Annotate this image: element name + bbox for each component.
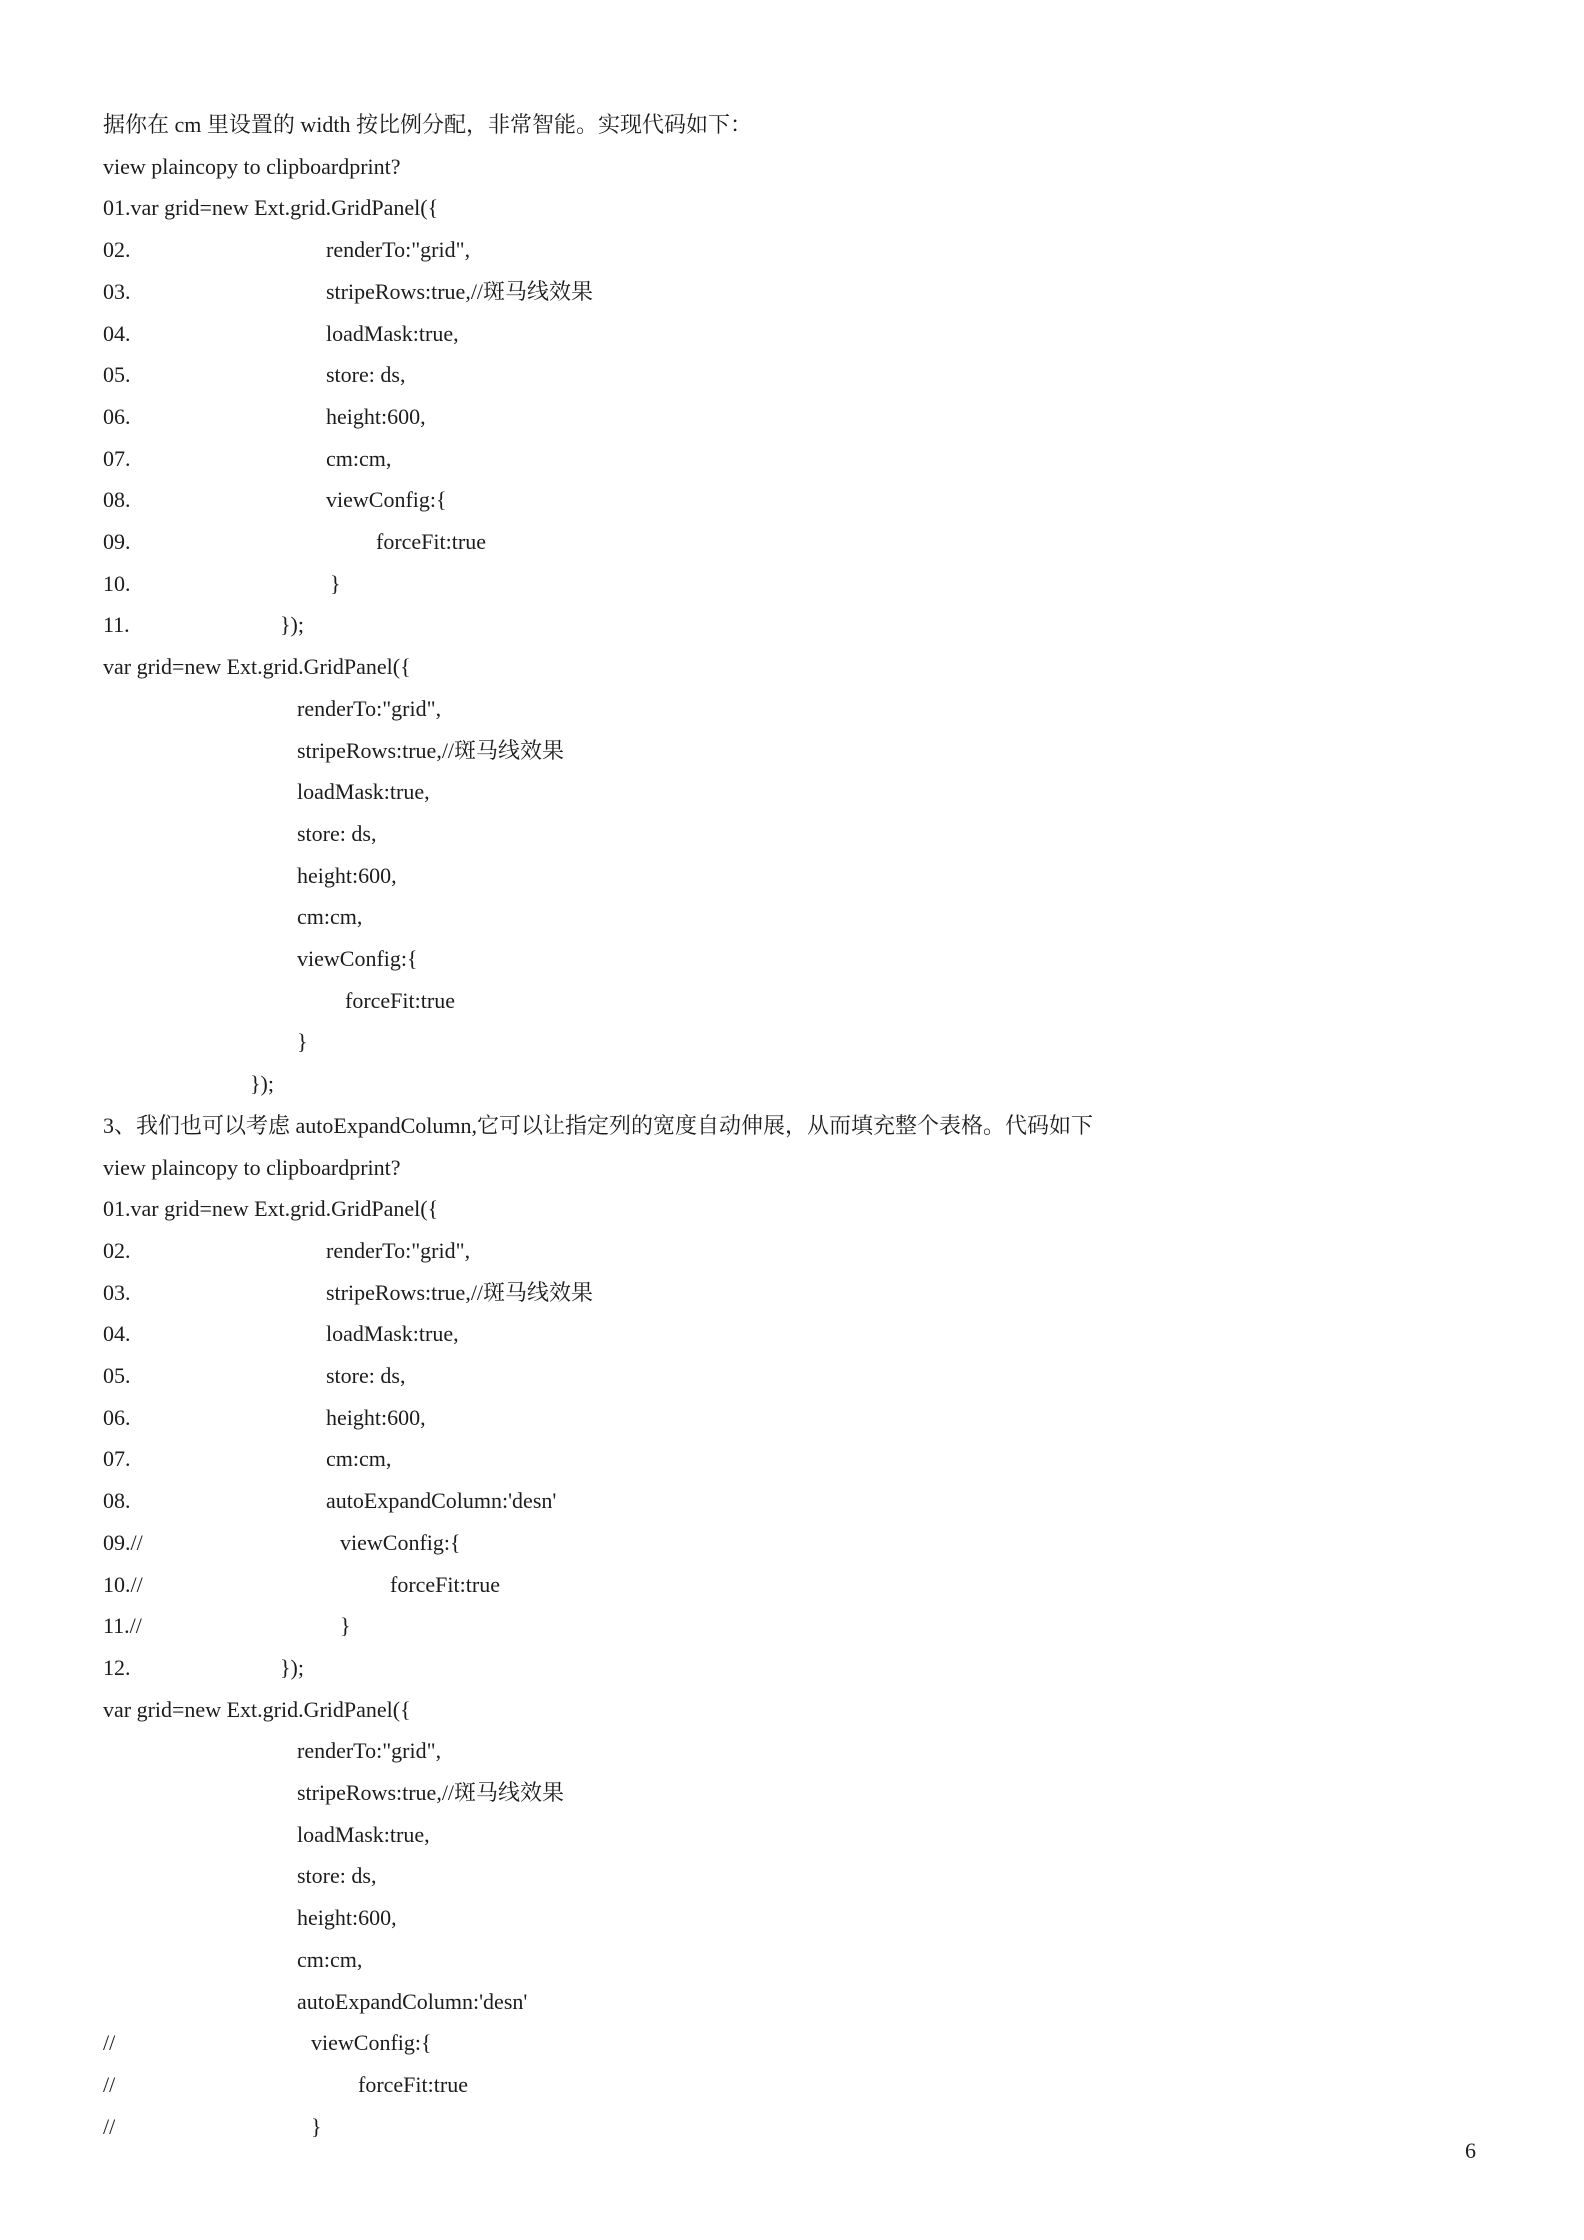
line-text: loadMask:true, (326, 1321, 459, 1347)
line-text: } (330, 570, 341, 596)
line-text: view plaincopy to clipboardprint? (103, 1154, 401, 1180)
line-text: loadMask:true, (297, 1821, 430, 1847)
page-number: 6 (1465, 2138, 1476, 2163)
line-text: stripeRows:true,//斑马线效果 (297, 1780, 565, 1805)
line-text: store: ds, (297, 820, 377, 846)
line-text: loadMask:true, (326, 320, 459, 346)
line-number: 11.// (103, 1613, 142, 1639)
line-number: // (103, 2071, 116, 2097)
line-text: height:600, (297, 862, 397, 888)
line-number: 10. (103, 570, 131, 596)
line-number: 09. (103, 529, 131, 554)
line-text: var grid=new Ext.grid.GridPanel({ (103, 654, 411, 680)
line-text: stripeRows:true,//斑马线效果 (326, 278, 594, 304)
line-number: // (103, 2113, 116, 2139)
line-text: viewConfig:{ (326, 487, 447, 513)
line-text: 3、我们也可以考虑 autoExpandColumn,它可以让指定列的宽度自动伸展，从而填充整个表格。代码如下 (103, 1112, 1093, 1138)
line-number: 03. (103, 1279, 131, 1305)
line-number: 10.// (103, 1571, 143, 1597)
line-text: height:600, (326, 403, 426, 429)
line-text: cm:cm, (297, 1946, 363, 1972)
line-text: store: ds, (297, 1863, 377, 1889)
line-text: 01.var grid=new Ext.grid.GridPanel({ (103, 1196, 439, 1222)
line-number: 08. (103, 1488, 131, 1514)
line-number: 08. (103, 487, 131, 513)
line-text: viewConfig:{ (297, 946, 418, 971)
line-text: stripeRows:true,//斑马线效果 (326, 1279, 594, 1305)
line-number: 02. (103, 1237, 131, 1263)
line-text: renderTo:"grid", (326, 1237, 471, 1263)
line-number: 02. (103, 237, 131, 263)
line-text: }); (280, 1654, 304, 1680)
line-text: forceFit:true (358, 2071, 468, 2097)
line-text: viewConfig:{ (340, 1529, 461, 1555)
line-text: } (297, 1029, 308, 1055)
line-number: 06. (103, 1404, 131, 1430)
line-text: height:600, (326, 1404, 426, 1430)
line-number: 12. (103, 1654, 131, 1680)
line-text: cm:cm, (297, 904, 363, 930)
line-number: 04. (103, 320, 131, 346)
line-text: renderTo:"grid", (297, 695, 442, 721)
line-text: forceFit:true (390, 1571, 500, 1597)
line-number: // (103, 2030, 116, 2056)
line-text: forceFit:true (345, 987, 455, 1013)
line-text: 01.var grid=new Ext.grid.GridPanel({ (103, 195, 439, 221)
line-text: autoExpandColumn:'desn' (297, 1988, 528, 2014)
line-text: view plaincopy to clipboardprint? (103, 153, 401, 179)
line-number: 03. (103, 278, 131, 304)
line-number: 09.// (103, 1529, 143, 1555)
line-text: }); (250, 1071, 274, 1097)
line-text: autoExpandColumn:'desn' (326, 1488, 557, 1514)
line-text: height:600, (297, 1905, 397, 1931)
line-text: loadMask:true, (297, 779, 430, 805)
line-text: 据你在 cm 里设置的 width 按比例分配，非常智能。实现代码如下： (103, 112, 752, 137)
line-number: 05. (103, 1363, 131, 1388)
line-text: store: ds, (326, 1363, 406, 1388)
line-text: var grid=new Ext.grid.GridPanel({ (103, 1696, 411, 1722)
line-text: }); (280, 612, 304, 638)
line-text: renderTo:"grid", (326, 237, 471, 263)
line-text: viewConfig:{ (311, 2030, 432, 2056)
line-number: 07. (103, 445, 131, 471)
line-number: 04. (103, 1321, 131, 1347)
line-text: } (311, 2113, 322, 2139)
line-text: } (340, 1613, 351, 1639)
line-text: renderTo:"grid", (297, 1738, 442, 1764)
line-number: 07. (103, 1446, 131, 1472)
line-number: 05. (103, 362, 131, 388)
line-number: 11. (103, 612, 130, 638)
line-text: cm:cm, (326, 1446, 392, 1472)
line-text: store: ds, (326, 362, 406, 388)
line-text: cm:cm, (326, 445, 392, 471)
line-text: forceFit:true (376, 529, 486, 554)
line-text: stripeRows:true,//斑马线效果 (297, 737, 565, 763)
line-number: 06. (103, 403, 131, 429)
